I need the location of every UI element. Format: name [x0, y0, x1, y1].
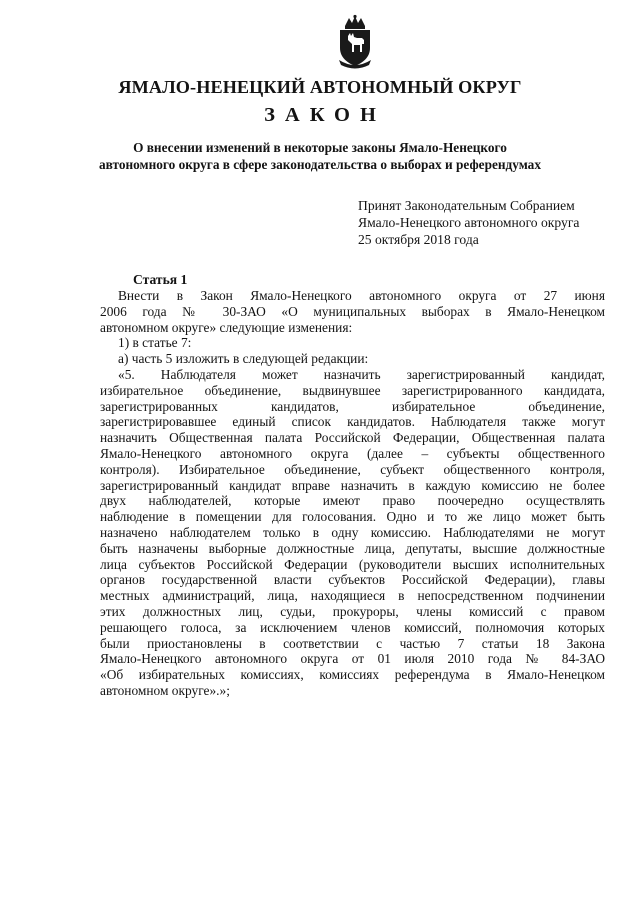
- text-line: 1) в статье 7:: [118, 335, 192, 351]
- text-line: зарегистрированный кандидат вправе назначить в каждую комиссию не более: [100, 477, 605, 493]
- text-line: 2006 года № 30-ЗАО «О муниципальных выборах в Ямало-Ненецком: [100, 303, 605, 319]
- text-line: лица субъектов Российской Федерации (руководители высших исполнительных: [100, 556, 605, 572]
- text-line: назначить Общественная палата Российской Федерации, Общественная палата: [100, 430, 605, 446]
- text-line: автономном округе» следующие изменения:: [100, 319, 353, 335]
- text-line: двух наблюдателей, которые имеют право поочередно осуществлять: [100, 493, 605, 509]
- adoption-block: [358, 197, 579, 248]
- text-line: Внести в Закон Ямало-Ненецкого автономного округа от 27 июня: [118, 288, 605, 303]
- text-line: назначено наблюдателем только в одну комиссию. Наблюдателями не могут: [100, 524, 605, 540]
- document-type: ЗАКОН: [264, 104, 386, 126]
- text-line: наблюдение в помещении для голосования. Одно и то же лицо может быть: [100, 509, 605, 525]
- adoption-line: Принят Законодательным Собранием: [358, 198, 575, 213]
- adoption-date: 25 октября 2018 года: [358, 232, 479, 247]
- text-line: были приостановлены в соответствии с частью 7 статьи 18 Закона: [100, 635, 605, 651]
- law-title: [0, 139, 640, 173]
- law-title-line: автономного округа в сфере законодательства о выборах и референдумах: [99, 157, 541, 172]
- text-line: решающего голоса, за исключением членов комиссий, полномочия которых: [100, 619, 605, 635]
- text-line: этих должностных лиц, судьи, прокуроры, члены комиссий с правом: [100, 603, 605, 619]
- coat-of-arms-emblem-icon: [333, 14, 377, 70]
- text-line: «5. Наблюдателя может назначить зарегистрированный кандидат,: [118, 366, 605, 382]
- text-line: Ямало-Ненецкого автономного округа (далее – субъекты общественного: [100, 445, 605, 461]
- text-line: Ямало-Ненецкого автономного округа от 01 июля 2010 года № 84-ЗАО: [100, 651, 605, 667]
- article-body: [100, 288, 605, 699]
- text-line: зарегистрированных кандидатов, избирательное объединение,: [100, 398, 605, 414]
- text-line: органов государственной власти субъектов Российской Федерации), главы: [100, 572, 605, 588]
- text-line: автономном округе».»;: [100, 682, 230, 698]
- text-line: местных администраций, лица, находящиеся в непосредственном подчинении: [100, 588, 605, 604]
- text-line: избирательное объединение, выдвинувшее зарегистрированного кандидата,: [100, 382, 605, 398]
- text-line: «Об избирательных комиссиях, комиссиях референдума в Ямало-Ненецком: [100, 667, 605, 683]
- law-title-line: О внесении изменений в некоторые законы Ямало-Ненецкого: [133, 140, 507, 155]
- article-heading: Статья 1: [133, 272, 188, 287]
- text-line: а) часть 5 изложить в следующей редакции:: [118, 351, 369, 367]
- region-name: ЯМАЛО-НЕНЕЦКИЙ АВТОНОМНЫЙ ОКРУГ: [118, 77, 522, 97]
- text-line: контроля). Избирательное объединение, субъект общественного контроля,: [100, 461, 605, 477]
- text-line: зарегистрировавшее единый список кандидатов. Наблюдателя также могут: [100, 414, 605, 430]
- adoption-line: Ямало-Ненецкого автономного округа: [358, 215, 580, 230]
- text-line: быть назначены выборные должностные лица, депутаты, высшие должностные: [100, 540, 605, 556]
